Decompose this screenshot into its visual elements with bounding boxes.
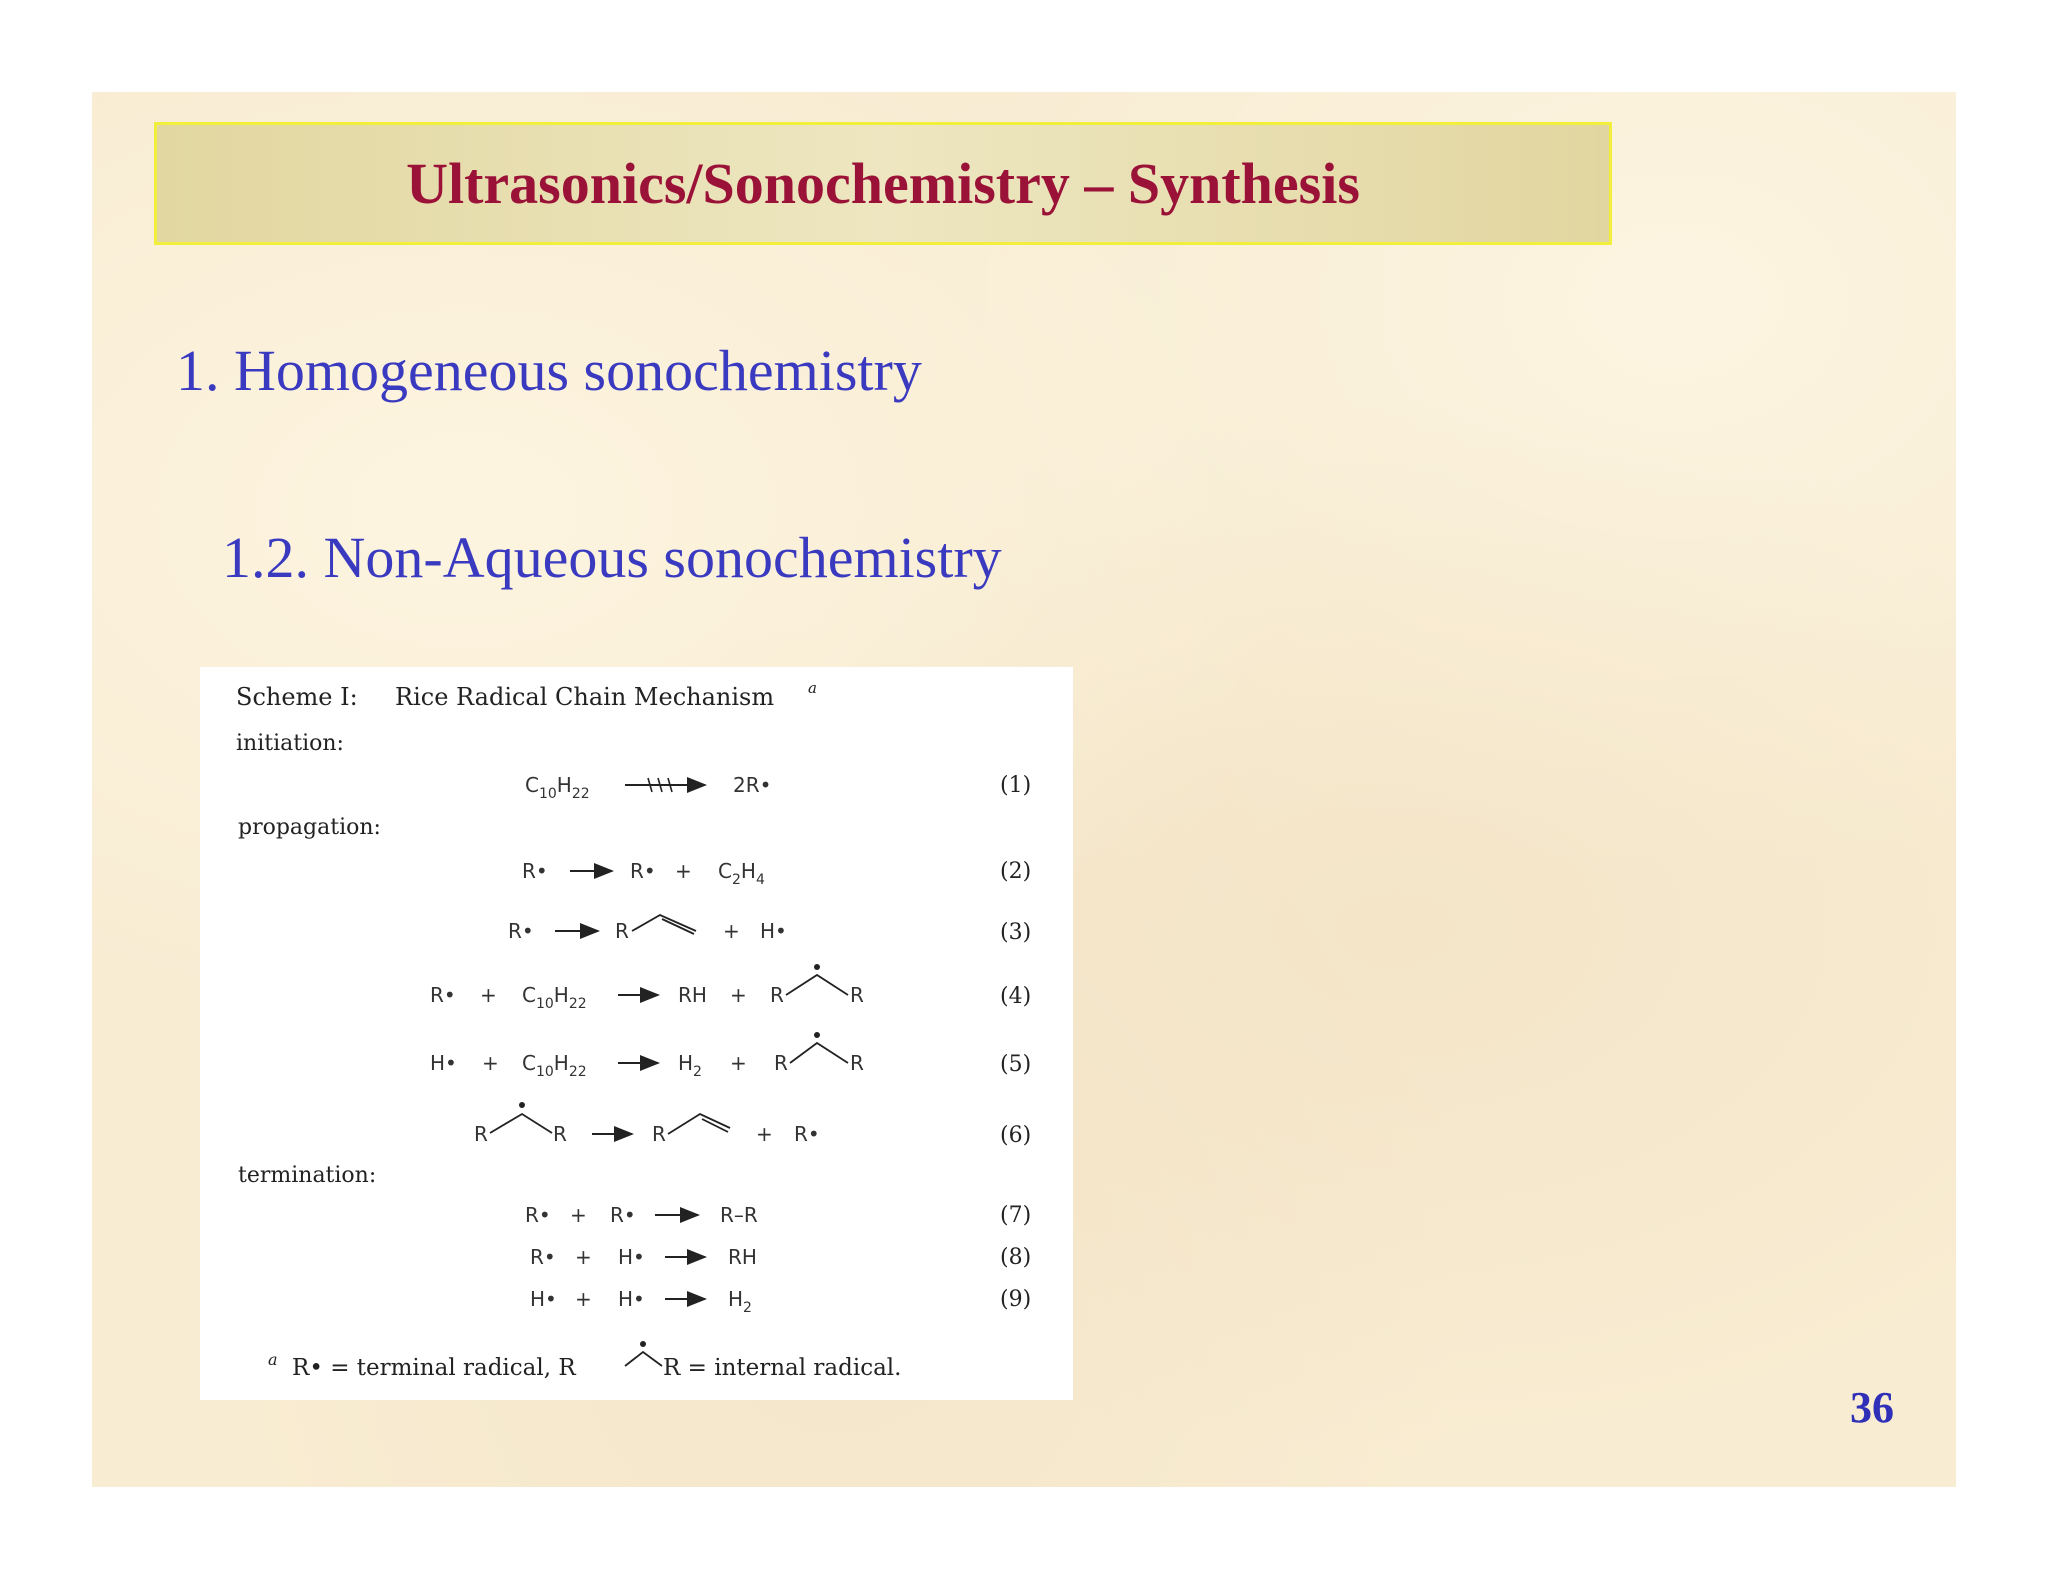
svg-text:R•: R• <box>525 1203 551 1227</box>
svg-text:R: R <box>553 1122 567 1146</box>
reaction-5 <box>430 1032 864 1080</box>
svg-text:R: R <box>615 919 629 943</box>
svg-text:R•: R• <box>610 1203 636 1227</box>
svg-text:R–R: R–R <box>720 1203 758 1227</box>
eq-number-2: (2) <box>1000 859 1032 884</box>
reaction-1 <box>525 773 771 802</box>
eq-number-4: (4) <box>1000 984 1032 1009</box>
svg-text:R•: R• <box>530 1245 556 1269</box>
reaction-4 <box>430 964 864 1012</box>
svg-text:C2H4: $C_2H_4$ <box>718 859 765 888</box>
svg-text:+: + <box>756 1122 773 1146</box>
heading-non-aqueous: 1.2. Non-Aqueous sonochemistry <box>222 525 1002 590</box>
svg-text:R•: R• <box>430 983 456 1007</box>
reaction-8 <box>530 1245 757 1269</box>
svg-text:R: R <box>774 1051 788 1075</box>
svg-text:H•: H• <box>530 1287 557 1311</box>
svg-text:+: + <box>482 1051 499 1075</box>
svg-text:+: + <box>570 1203 587 1227</box>
scheme-figure <box>200 667 1073 1400</box>
svg-text:R: R <box>850 983 864 1007</box>
eq-number-1: (1) <box>1000 773 1032 798</box>
svg-text:R•: R• <box>630 859 656 883</box>
svg-text:RH: RH <box>678 983 707 1007</box>
svg-text:R•: R• <box>522 859 548 883</box>
svg-text:H2: $H_2$ <box>728 1287 752 1316</box>
svg-text:H•: H• <box>430 1051 457 1075</box>
footnote-mark: a <box>268 1350 278 1369</box>
svg-text:H2: $H_2$ <box>678 1051 702 1080</box>
svg-text:R: R <box>652 1122 666 1146</box>
slide-title: Ultrasonics/Sonochemistry – Synthesis <box>406 151 1360 216</box>
scheme-footnote <box>268 1341 901 1381</box>
equation-numbers <box>1000 773 1031 1312</box>
svg-text:C10H22: $C_{10}H_{22}$ <box>525 773 590 802</box>
title-bar <box>154 122 1612 245</box>
svg-text:2R•: 2R• <box>733 773 772 797</box>
label-propagation: propagation: <box>238 815 381 840</box>
svg-text:+: + <box>723 919 740 943</box>
scheme-label: Scheme I: <box>236 683 358 711</box>
eq-number-3: (3) <box>1000 920 1032 945</box>
eq-number-7: (7) <box>1000 1203 1032 1228</box>
svg-text:+: + <box>575 1287 592 1311</box>
svg-text:H•: H• <box>760 919 787 943</box>
scheme-diagram <box>200 667 1073 1400</box>
svg-text:+: + <box>480 983 497 1007</box>
svg-text:RH: RH <box>728 1245 757 1269</box>
eq-number-6: (6) <box>1000 1123 1032 1148</box>
svg-text:H•: H• <box>618 1287 645 1311</box>
scheme-title: Rice Radical Chain Mechanism <box>395 683 775 711</box>
svg-text:H•: H• <box>618 1245 645 1269</box>
scheme-title-sup: a <box>808 679 817 697</box>
page-number: 36 <box>1850 1383 1894 1432</box>
svg-text:+: + <box>730 1051 747 1075</box>
svg-text:R: R <box>850 1051 864 1075</box>
svg-text:R•: R• <box>508 919 534 943</box>
reaction-9 <box>530 1287 752 1316</box>
svg-text:C10H22: $C_{10}H_{22}$ <box>522 983 587 1012</box>
eq-number-9: (9) <box>1000 1287 1032 1312</box>
svg-text:+: + <box>675 859 692 883</box>
slide <box>92 92 1956 1487</box>
eq-number-8: (8) <box>1000 1245 1032 1270</box>
svg-text:+: + <box>730 983 747 1007</box>
svg-text:R: R <box>770 983 784 1007</box>
label-termination: termination: <box>238 1163 377 1188</box>
reaction-7 <box>525 1203 758 1227</box>
footnote-left: R• = terminal radical, R <box>292 1355 576 1381</box>
reaction-6 <box>474 1102 820 1146</box>
svg-text:C10H22: $C_{10}H_{22}$ <box>522 1051 587 1080</box>
svg-text:R•: R• <box>794 1122 820 1146</box>
svg-text:+: + <box>575 1245 592 1269</box>
label-initiation: initiation: <box>236 731 344 756</box>
reaction-3 <box>508 915 787 943</box>
heading-homogeneous: 1. Homogeneous sonochemistry <box>176 338 922 403</box>
footnote-right: R = internal radical. <box>663 1355 902 1381</box>
svg-text:R: R <box>474 1122 488 1146</box>
reaction-2 <box>522 859 765 888</box>
eq-number-5: (5) <box>1000 1052 1032 1077</box>
